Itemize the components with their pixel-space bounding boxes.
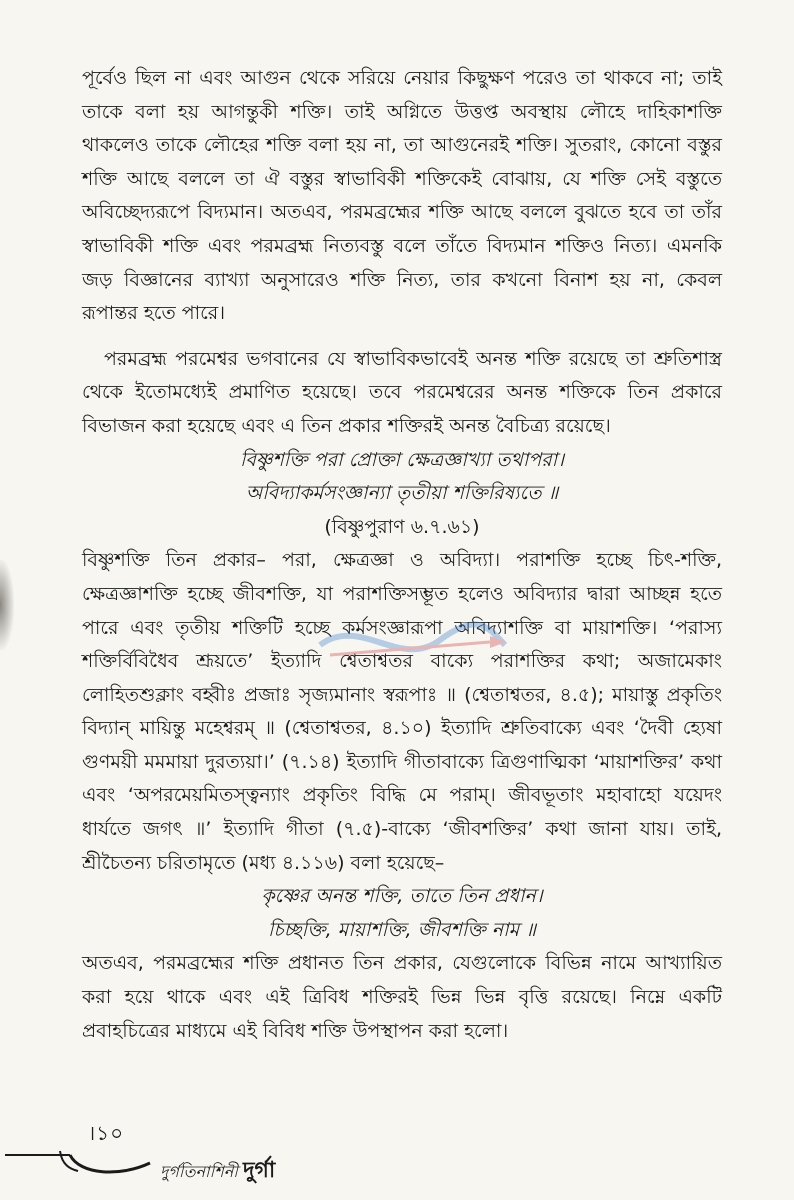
paragraph-1: পূর্বেও ছিল না এবং আগুন থেকে সরিয়ে নেয়ার কিছুক্ষণ পরেও তা থাকবে না; তাই তাকে বলা হয় আগন্তুকী শক্তি। তাই অগ্নিতে উত্তপ্ত অবস্থায় লৌহে দাহিকাশক্তি থাকলেও তাকে লৌহের শক্তি বলা হয় না, তা আগুনেরই শক্তি। সুতরাং, কোনো বস্তুর শক্তি আছে বললে তা ঐ বস্তুর স্বাভাবিকী শক্তিকেই বোঝায়, যে শক্তি সেই বস্তুতে অবিচ্ছেদ্যরূপে বিদ্যমান। অতএব, পরমব্রহ্মের শক্তি আছে বললে বুঝতে হবে তা তাঁর স্বাভাবিকী শক্তি এবং পরমব্রহ্ম নিত্যবস্তু বলে তাঁতে বিদ্যমান শক্তিও নিত্য। এমনকি জড় বিজ্ঞানের ব্যাখ্যা অনুসারেও শক্তি নিত্য, তার কখনো বিনাশ হয় না, কেবল রূপান্তর হতে পারে। [82, 67, 722, 325]
footer-ornament-icon [0, 1135, 170, 1185]
page-number: ।১০ [88, 1121, 125, 1145]
paragraph-4: অতএব, পরমব্রহ্মের শক্তি প্রধানত তিন প্রকার, যেগুলোকে বিভিন্ন নামে আখ্যায়িত করা হয়ে থাকে এবং এই ত্রিবিধ শক্তিরই ভিন্ন ভিন্ন বৃত্তি রয়েছে। নিম্নে একটি প্রবাহচিত্রের মাধ্যমে এই বিবিধ শক্তি উপস্থাপন করা হলো। [82, 952, 722, 1042]
verse-2-line-1: কৃষ্ণের অনন্ত শক্তি, তাতে তিন প্রধান। [261, 885, 543, 908]
page-footer [0, 1105, 794, 1195]
verse-1-line-2: অবিদ্যাকর্মসংজ্ঞান্যা তৃতীয়া শক্তিরিষ্যতে ॥ [245, 482, 559, 505]
verse-1-line-1: বিষ্ণুশক্তি পরা প্রোক্তা ক্ষেত্রজ্ঞাখ্যা তথাপরা। [239, 448, 564, 471]
book-title-prefix: দুর্গতিনাশিনী [160, 1162, 243, 1181]
book-title-main: দুর্গা [242, 1158, 276, 1183]
page-edge-shadow [0, 560, 14, 650]
verse-2-line-2: চিচ্ছক্তি, মায়াশক্তি, জীবশক্তি নাম ॥ [268, 918, 536, 941]
paragraph-2: পরমব্রহ্ম পরমেশ্বর ভগবানের যে স্বাভাবিকভাবেই অনন্ত শক্তি রয়েছে তা শ্রুতিশাস্ত্র থেকে ইতোমধ্যেই প্রমাণিত হয়েছে। তবে পরমেশ্বরের অনন্ত শক্তিকে তিন প্রকারে বিভাজন করা হয়েছে এবং এ তিন প্রকার শক্তিরই অনন্ত বৈচিত্র্য রয়েছে। [82, 347, 722, 437]
watermark-logo-icon [310, 600, 510, 680]
verse-1-citation: (বিষ্ণুপুরাণ ৬.৭.৬১) [324, 515, 480, 538]
book-title [160, 1153, 275, 1190]
main-text [82, 62, 722, 1048]
paragraph-3: বিষ্ণুশক্তি তিন প্রকার– পরা, ক্ষেত্রজ্ঞা ও অবিদ্যা। পরাশক্তি হচ্ছে চিৎ-শক্তি, ক্ষেত্রজ্ঞাশক্তি হচ্ছে জীবশক্তি, যা পরাশক্তিসম্ভূত হলেও অবিদ্যার দ্বারা আচ্ছন্ন হতে পারে এবং তৃতীয় শক্তিটি হচ্ছে কর্মসংজ্ঞারূপা অবিদ্যাশক্তি বা মায়াশক্তি। ‘পরাস্য শক্তির্বিবিধৈব শ্রূয়তে’ ইত্যাদি শ্বেতাশ্বতর বাক্যে পরাশক্তির কথা; অজামেকাং লোহিতশুক্লাং বহ্বীঃ প্রজাঃ সৃজ্যমানাং স্বরূপাঃ ॥ (শ্বেতাশ্বতর, ৪.৫); মায়াস্তু প্রকৃতিং বিদ্যান্ মায়িন্তু মহেশ্বরম্ ॥ (শ্বেতাশ্বতর, ৪.১০) ইত্যাদি শ্রুতিবাক্যে এবং ‘দৈবী হ্যেষা গুণময়ী মমমায়া দুরত্যয়া।’ (৭.১৪) ইত্যাদি গীতাবাক্যে ত্রিগুণাত্মিকা ‘মায়াশক্তির’ কথা এবং ‘অপরমেয়মিতস্ত্বন্যাং প্রকৃতিং বিদ্ধি মে পরাম্। জীবভূতাং মহাবাহো যয়েদং ধার্যতে জগৎ ॥’ ইত্যাদি গীতা (৭.৫)-বাক্যে ‘জীবশক্তির’ কথা জানা যায়। তাই, শ্রীচৈতন্য চরিতামৃতে (মধ্য ৪.১১৬) বলা হয়েছে– [82, 549, 722, 874]
